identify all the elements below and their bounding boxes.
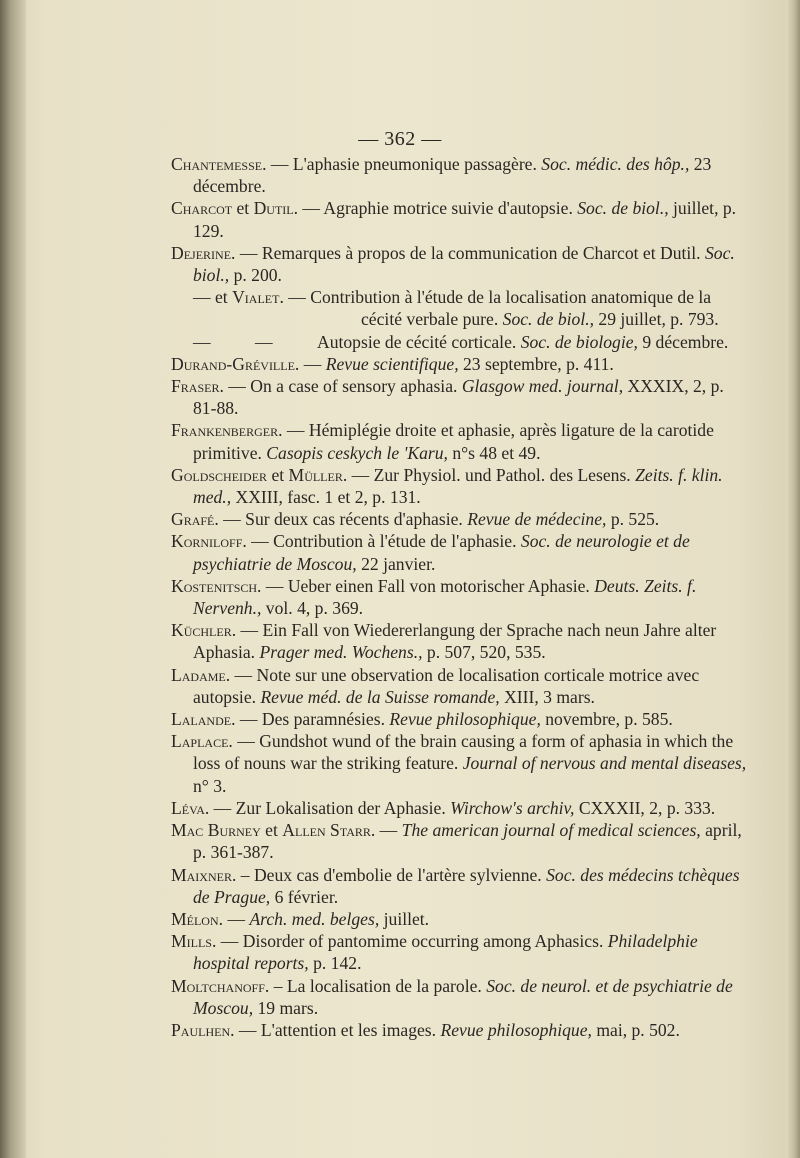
entry-title: — L'attention et les images. — [234, 1019, 441, 1040]
entry-title: — Ueber einen Fall von motorischer Aphasie. — [261, 575, 595, 596]
entry-source: Arch. med. belges, — [249, 908, 380, 929]
entry-author: Laplace. — [171, 731, 233, 752]
bibliography-entry — [171, 575, 749, 619]
entry-title: — — [223, 908, 250, 929]
entry-source: Journal of nervous and mental diseases, — [462, 753, 747, 774]
entry-title: — — [299, 353, 326, 374]
entry-source: Revue méd. de la Suisse romande, — [260, 686, 500, 707]
entry-title: — Note sur une observation de localisation corticale motrice avec autopsie. — [193, 664, 700, 707]
entry-author: Chantemesse. — [171, 154, 267, 174]
entry-source: Glasgow med. journal, — [461, 376, 624, 397]
entry-details: 29 juillet, p. 793. — [594, 309, 719, 330]
bibliography-entry — [171, 353, 749, 375]
entry-author: Fraser. — [171, 376, 224, 397]
entry-author: Mélon. — [171, 908, 224, 929]
entry-details: april, p. 361-387. — [193, 820, 742, 863]
entry-author: Durand-Gréville. — [171, 353, 300, 374]
entry-details: juillet, p. 129. — [193, 198, 737, 241]
entry-title: — Ein Fall von Wiedererlangung der Sprache nach neun Jahre alter Aphasia. — [193, 620, 717, 663]
entry-details: mai, p. 502. — [591, 1019, 680, 1040]
entry-title: – Deux cas d'embolie de l'artère sylvienne. — [236, 864, 547, 885]
entry-title: — Zur Lokalisation der Aphasie. — [209, 797, 451, 818]
entry-details: 23 septembre, p. 411. — [458, 353, 614, 374]
entry-source: Soc. de neurol. et de psychiatrie de Moscou, — [193, 975, 733, 1018]
bibliography-entry — [171, 797, 749, 819]
entry-author: Frankenberger. — [171, 420, 283, 441]
entry-source: Casopis ceskych le 'Karu, — [266, 442, 448, 463]
entry-details: juillet. — [379, 908, 430, 929]
entry-details: p. 507, 520, 535. — [422, 642, 546, 663]
bibliography-entry — [171, 153, 749, 197]
entry-source: Revue scientifique, — [325, 353, 459, 374]
entry-source: Soc. de biol., — [577, 198, 669, 219]
bibliography-list — [171, 153, 749, 1041]
entry-source: Soc. de biologie, — [520, 331, 638, 352]
entry-author: Dejerine. — [171, 242, 236, 263]
bibliography-entry — [171, 819, 749, 863]
entry-author: Moltchanoff. — [171, 975, 270, 996]
entry-details: XXIII, fasc. 1 et 2, p. 131. — [231, 487, 421, 508]
entry-details: 23 décembre. — [193, 154, 712, 197]
entry-source: Soc. de neurologie et de psychiatrie de Moscou, — [193, 531, 690, 574]
bibliography-entry — [171, 508, 749, 530]
entry-author: Paulhen. — [171, 1019, 235, 1040]
entry-source: Revue philosophique, — [389, 709, 541, 730]
entry-details: n° 3. — [193, 775, 227, 796]
entry-source: Prager med. Wochens., — [259, 642, 423, 663]
entry-details: 9 décembre. — [637, 331, 729, 352]
entry-details: vol. 4, p. 369. — [261, 598, 364, 619]
bibliography-entry — [171, 464, 749, 508]
entry-details: 6 février. — [270, 886, 339, 907]
entry-source: Soc. biol., — [193, 242, 735, 286]
entry-details: p. 525. — [606, 509, 660, 530]
entry-title: — Gundshot wund of the brain causing a form of aphasia in which the loss of nouns war the striking feature. — [193, 731, 734, 774]
entry-source: Revue de médecine, — [467, 509, 607, 530]
entry-title: — Agraphie motrice suivie d'autopsie. — [298, 198, 578, 219]
entry-author: Ladame. — [171, 664, 231, 685]
bibliography-entry — [171, 975, 749, 1019]
entry-title: — — [375, 820, 402, 841]
entry-title: — Contribution à l'étude de l'aphasie. — [246, 531, 521, 552]
entry-source: Deuts. Zeits. f. Nervenh., — [193, 575, 697, 619]
bibliography-entry — [171, 331, 749, 353]
entry-title: — Contribution à l'étude de la localisation anatomique de la cécité verbale pure. — [283, 287, 712, 330]
entry-coauthor: Dutil. — [253, 198, 299, 219]
entry-title: — On a case of sensory aphasia. — [223, 376, 462, 397]
entry-coauthor: Müller. — [288, 464, 348, 485]
entry-author-joiner: et — [232, 198, 254, 219]
entry-author-joiner: et — [260, 820, 283, 841]
entry-details: 19 mars. — [253, 997, 319, 1018]
entry-author: Goldscheider — [171, 464, 268, 485]
page-outer-edge — [786, 0, 800, 1158]
entry-author: Vialet. — [232, 287, 284, 308]
bibliography-entry — [171, 908, 749, 930]
entry-author: Mills. — [171, 931, 217, 952]
bibliography-entry — [171, 708, 749, 730]
entry-title: — Zur Physiol. und Pathol. des Lesens. — [347, 464, 636, 485]
entry-details: n°s 48 et 49. — [447, 442, 541, 463]
entry-title: — L'aphasie pneumonique passagère. — [266, 154, 542, 174]
entry-details: XXXIX, 2, p. 81-88. — [193, 376, 724, 419]
entry-author: Korniloff. — [171, 531, 247, 552]
entry-source: Philadelphie hospital reports, — [193, 931, 698, 974]
entry-source: Soc. des médecins tchèques de Prague, — [193, 864, 740, 907]
entry-title: — Hémiplégie droite et aphasie, après ligature de la carotide primitive. — [193, 420, 714, 463]
entry-ditto-prefix: — — — [193, 331, 317, 352]
entry-title: — Disorder of pantomime occurring among Aphasics. — [216, 931, 608, 952]
entry-author: Kostenitsch. — [171, 575, 262, 596]
bibliography-entry — [171, 242, 749, 286]
entry-details: novembre, p. 585. — [540, 709, 673, 730]
entry-source: Wirchow's archiv, — [450, 797, 575, 818]
bibliography-entry — [171, 286, 749, 330]
entry-details: p. 142. — [308, 953, 362, 974]
entry-title: — Sur deux cas récents d'aphasie. — [218, 509, 468, 530]
entry-title: – La localisation de la parole. — [269, 975, 487, 996]
bibliography-entry — [171, 864, 749, 908]
entry-coauthor: Allen Starr. — [282, 820, 376, 841]
bibliography-entry — [171, 619, 749, 663]
bibliography-entry — [171, 375, 749, 419]
entry-author: Lalande. — [171, 709, 236, 730]
entry-details: XIII, 3 mars. — [499, 686, 595, 707]
entry-details: 22 janvier. — [356, 553, 436, 574]
bibliography-entry — [171, 197, 749, 241]
entry-details: CXXXII, 2, p. 333. — [574, 797, 716, 818]
entry-source: Zeits. f. klin. med., — [193, 464, 723, 508]
entry-details: p. 200. — [229, 265, 282, 286]
bibliography-entry — [171, 664, 749, 708]
entry-source: Revue philosophique, — [440, 1019, 592, 1040]
entry-title: Autopsie de cécité corticale. — [316, 331, 521, 352]
entry-author-joiner: et — [267, 464, 289, 485]
bibliography-entry — [171, 730, 749, 797]
entry-ditto-prefix: — et — [193, 287, 233, 308]
entry-title: — Remarques à propos de la communication de Charcot et Dutil. — [235, 242, 705, 263]
bibliography-entry — [171, 930, 749, 974]
entry-source: The american journal of medical sciences, — [401, 820, 701, 841]
entry-author: Léva. — [171, 797, 210, 818]
entry-source: Soc. médic. des hôp., — [541, 154, 690, 174]
entry-source: Soc. de biol., — [502, 309, 595, 330]
entry-author: Mac Burney — [171, 820, 261, 841]
entry-title: — Des paramnésies. — [235, 709, 390, 730]
page-number: — 362 — — [358, 128, 442, 150]
page-binding-edge — [0, 0, 26, 1158]
entry-author: Grafé. — [171, 509, 219, 530]
bibliography-entry — [171, 1019, 749, 1041]
entry-author: Maixner. — [171, 864, 237, 885]
entry-author: Küchler. — [171, 620, 237, 641]
entry-author: Charcot — [171, 198, 233, 219]
bibliography-entry — [171, 419, 749, 463]
bibliography-entry — [171, 530, 749, 574]
